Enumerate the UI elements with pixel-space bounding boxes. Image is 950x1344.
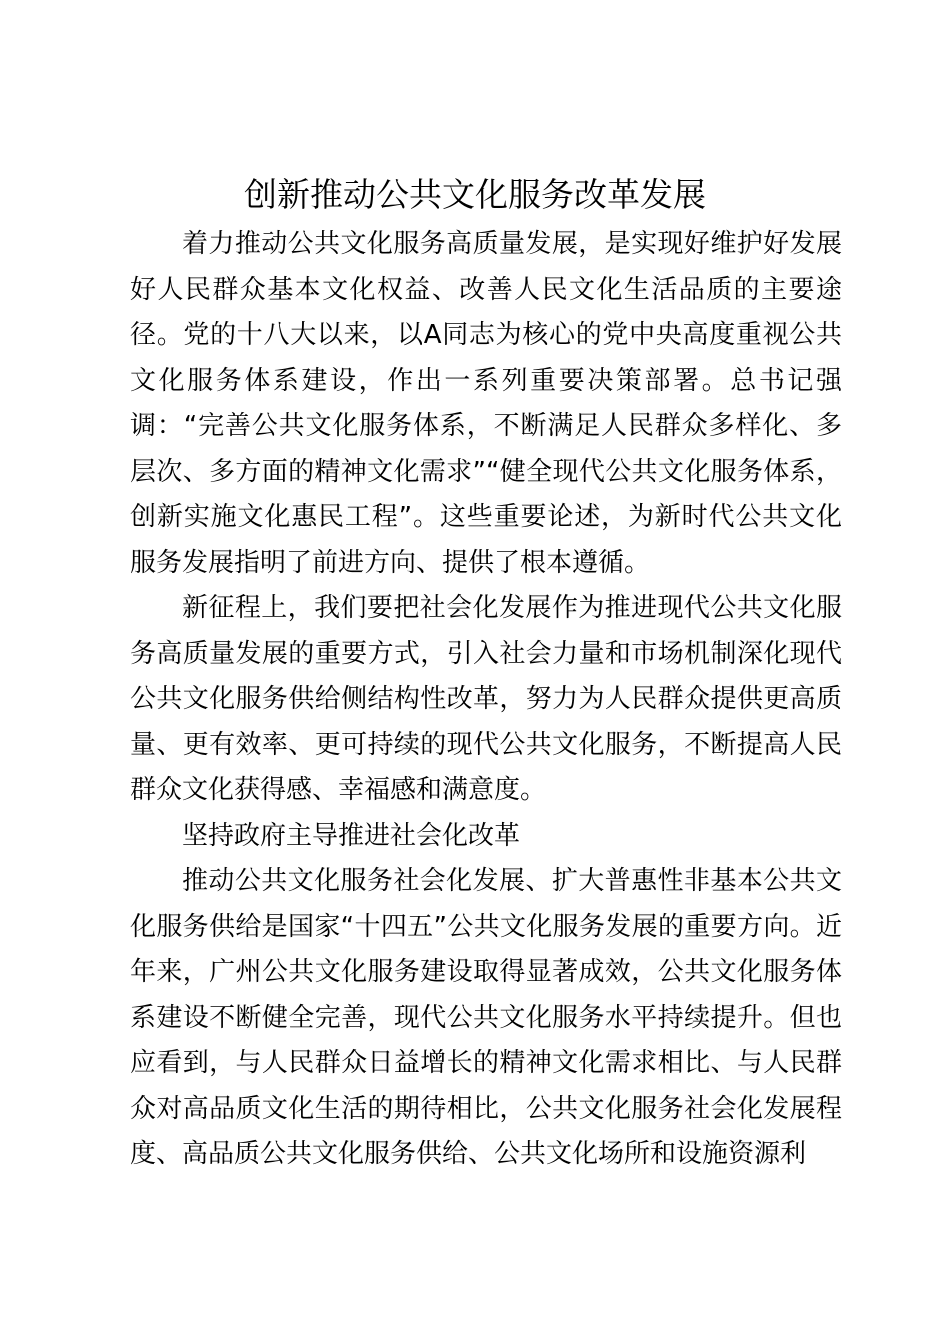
document-body bbox=[130, 222, 842, 1178]
paragraph-3: 推动公共文化服务社会化发展、扩大普惠性非基本公共文化服务供给是国家“十四五”公共文化服务发展的重要方向。近年来，广州公共文化服务建设取得显著成效，公共文化服务体系建设不断健全完善，现代公共文化服务水平持续提升。但也应看到，与人民群众日益增长的精神文化需求相比、与人民群众对高品质文化生活的期待相比，公共文化服务社会化发展程度、高品质公共文化服务供给、公共文化场所和设施资源利 bbox=[130, 866, 842, 1169]
paragraph-2: 新征程上，我们要把社会化发展作为推进现代公共文化服务高质量发展的重要方式，引入社会力量和市场机制深化现代公共文化服务供给侧结构性改革，努力为人民群众提供更高质量、更有效率、更可持续的现代公共文化服务，不断提高人民群众文化获得感、幸福感和满意度。 bbox=[130, 593, 842, 805]
document-title: 创新推动公共文化服务改革发展 bbox=[244, 175, 706, 214]
section-heading: 坚持政府主导推进社会化改革 bbox=[182, 820, 521, 851]
paragraph-1: 着力推动公共文化服务高质量发展，是实现好维护好发展好人民群众基本文化权益、改善人民文化生活品质的主要途径。党的十八大以来，以A同志为核心的党中央高度重视公共文化服务体系建设，作出一系列重要决策部署。总书记强调：“完善公共文化服务体系，不断满足人民群众多样化、多层次、多方面的精神文化需求”“健全现代公共文化服务体系，创新实施文化惠民工程”。这些重要论述，为新时代公共文化服务发展指明了前进方向、提供了根本遵循。 bbox=[130, 229, 842, 578]
